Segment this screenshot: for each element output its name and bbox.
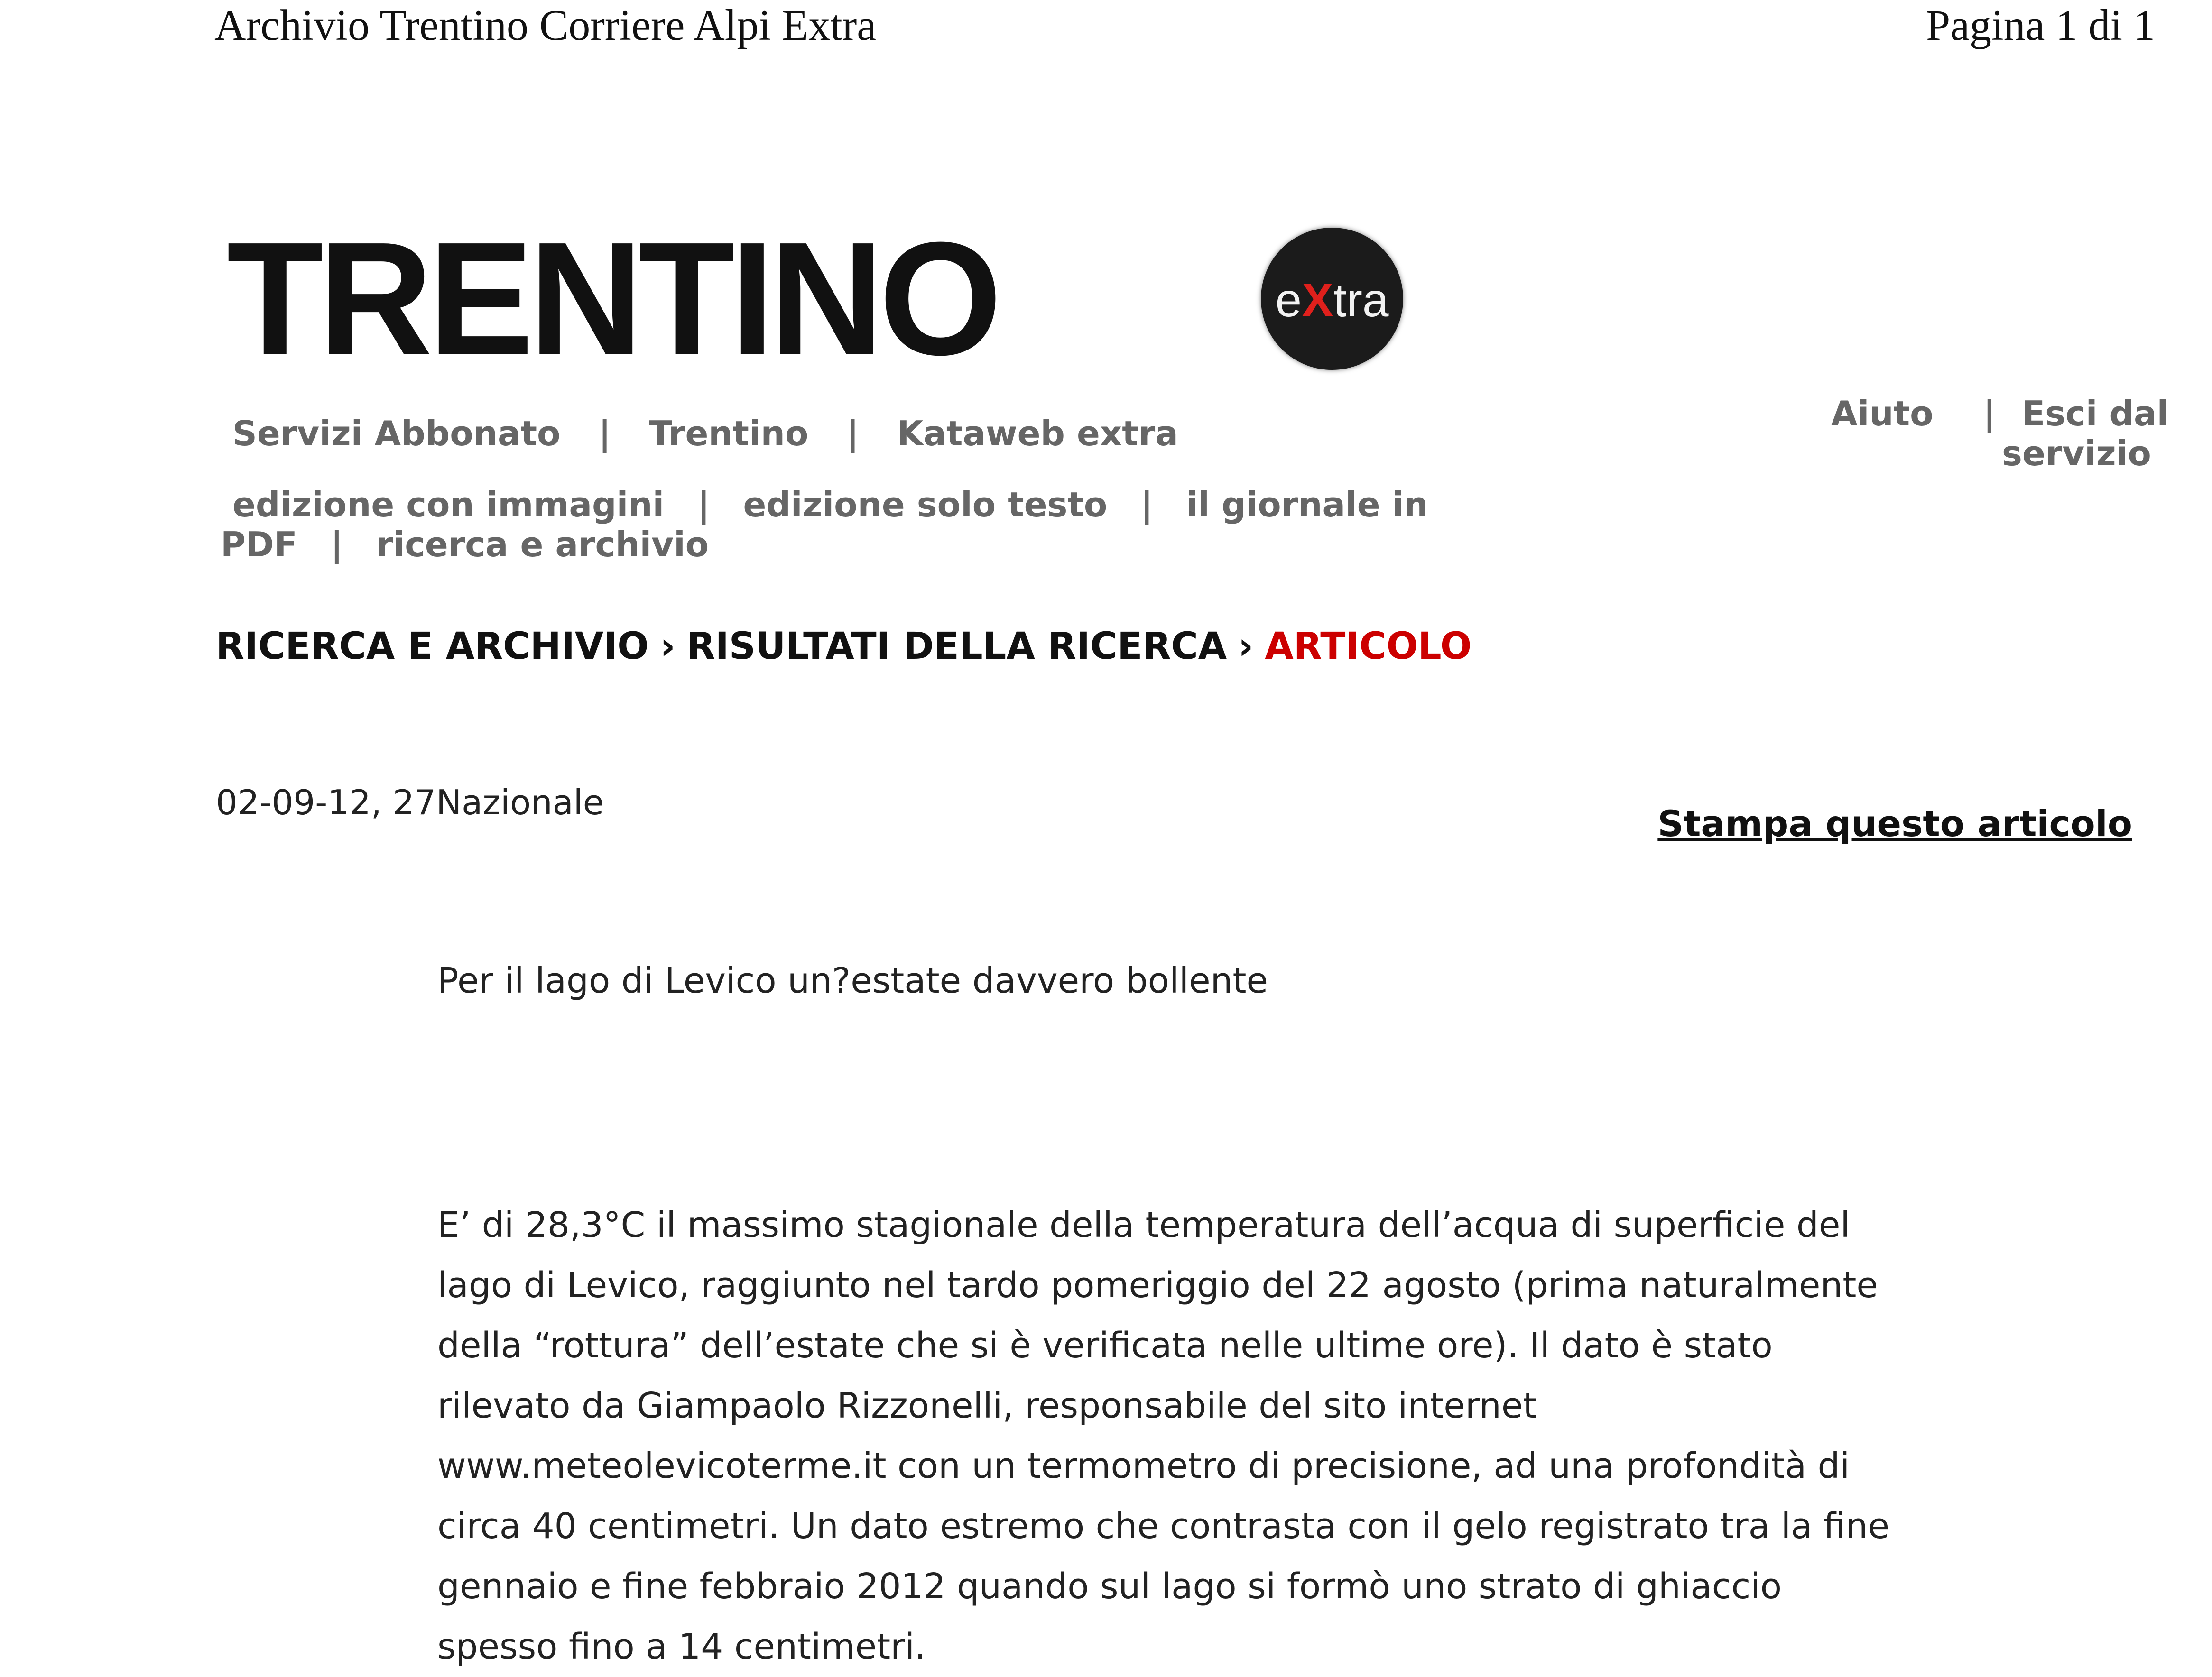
print-header-page-number: Pagina 1 di 1 bbox=[1926, 1, 2155, 49]
article-body-line: www.meteolevicoterme.it con un termometro di precisione, ad una profondità di bbox=[437, 1446, 1850, 1486]
account-nav bbox=[1831, 394, 2169, 473]
nav-giornale-pdf[interactable]: il giornale in PDF bbox=[221, 485, 1428, 564]
article-title: Per il lago di Levico un?estate davvero bollente bbox=[437, 960, 1268, 1001]
breadcrumb-articolo: ARTICOLO bbox=[1265, 625, 1472, 668]
badge-tra: tra bbox=[1333, 274, 1389, 327]
esci-line1: Esci dal bbox=[2022, 394, 2169, 433]
edition-nav bbox=[221, 485, 1691, 564]
extra-badge-text bbox=[1261, 273, 1403, 328]
article-body-line: E’ di 28,3°C il massimo stagionale della temperatura dell’acqua di superficie del bbox=[437, 1205, 1850, 1245]
breadcrumb-risultati[interactable]: RISULTATI DELLA RICERCA bbox=[686, 625, 1227, 668]
article-body-line: rilevato da Giampaolo Rizzonelli, responsabile del sito internet bbox=[437, 1385, 1537, 1426]
logo-wordmark: TRENTINO bbox=[227, 209, 998, 389]
nav-separator: | bbox=[330, 525, 343, 564]
nav-aiuto[interactable]: Aiuto bbox=[1831, 394, 1934, 433]
breadcrumb-chevron-icon: › bbox=[660, 625, 676, 668]
nav-ricerca-archivio[interactable]: ricerca e archivio bbox=[376, 525, 709, 564]
print-header-title: Archivio Trentino Corriere Alpi Extra bbox=[214, 1, 877, 49]
article-body-line: gennaio e fine febbraio 2012 quando sul lago si formò uno strato di ghiaccio bbox=[437, 1566, 1782, 1607]
breadcrumb-ricerca-archivio[interactable]: RICERCA E ARCHIVIO bbox=[216, 625, 649, 668]
top-nav bbox=[232, 414, 1216, 453]
badge-x: X bbox=[1302, 274, 1333, 327]
nav-separator: | bbox=[846, 414, 859, 453]
breadcrumb-chevron-icon: › bbox=[1238, 625, 1254, 668]
extra-badge-icon bbox=[1261, 228, 1403, 370]
article-body bbox=[437, 1195, 1946, 1677]
nav-kataweb-extra[interactable]: Kataweb extra bbox=[897, 414, 1178, 453]
nav-separator: | bbox=[598, 414, 611, 453]
nav-servizi-abbonato[interactable]: Servizi Abbonato bbox=[232, 414, 561, 453]
article-body-line: circa 40 centimetri. Un dato estremo che contrasta con il gelo registrato tra la fine bbox=[437, 1506, 1890, 1547]
badge-e: e bbox=[1275, 274, 1302, 327]
print-article-link[interactable]: Stampa questo articolo bbox=[1657, 802, 2132, 845]
nav-edizione-con-immagini[interactable]: edizione con immagini bbox=[232, 485, 665, 525]
breadcrumb bbox=[216, 625, 1472, 668]
article-body-line: della “rottura” dell’estate che si è verificata nelle ultime ore). Il dato è stato bbox=[437, 1325, 1773, 1366]
nav-edizione-solo-testo[interactable]: edizione solo testo bbox=[743, 485, 1108, 525]
nav-separator: | bbox=[697, 485, 710, 525]
article-body-line: lago di Levico, raggiunto nel tardo pomeriggio del 22 agosto (prima naturalmente bbox=[437, 1265, 1878, 1306]
article-body-line: spesso fino a 14 centimetri. bbox=[437, 1626, 926, 1667]
nav-separator: | bbox=[1140, 485, 1153, 525]
article-date-page: 02-09-12, 27Nazionale bbox=[216, 783, 604, 822]
esci-line2: servizio bbox=[2002, 433, 2151, 473]
nav-separator: | bbox=[1983, 394, 1996, 433]
nav-trentino[interactable]: Trentino bbox=[648, 414, 809, 453]
trentino-extra-logo[interactable] bbox=[227, 209, 1389, 389]
